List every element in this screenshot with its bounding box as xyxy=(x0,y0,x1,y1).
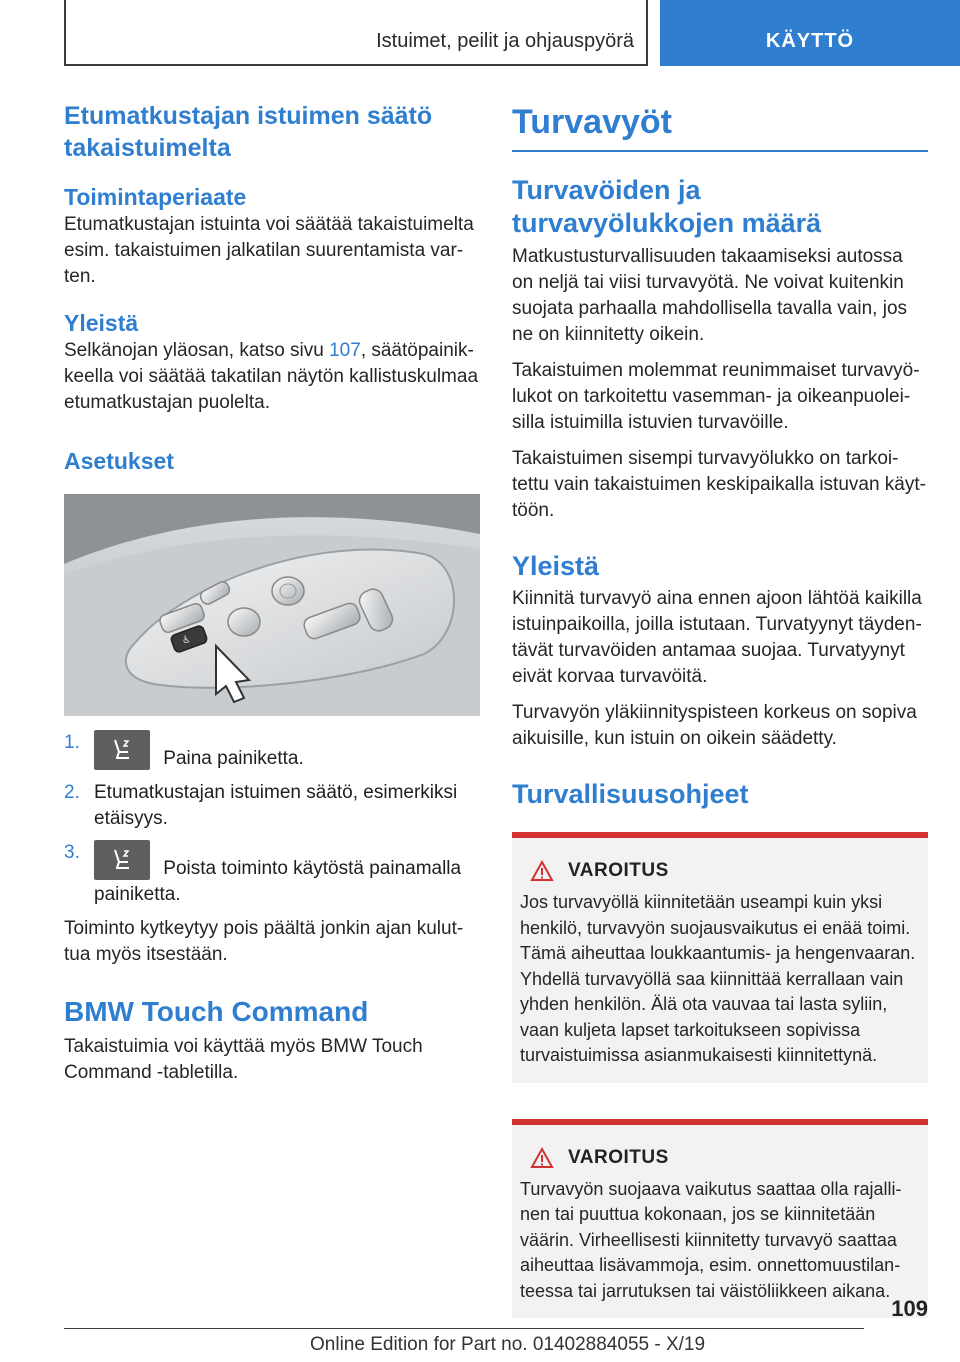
footer-divider xyxy=(64,1328,864,1329)
principle-text: Etumatkustajan istuinta voi säätää takaistuimelta esim. takaistuimen jalkatilan suurentamista varten. xyxy=(64,214,474,287)
heading-touch-command: BMW Touch Command xyxy=(64,996,369,1027)
warning-header xyxy=(520,860,920,882)
step-text: Poista toiminto käytöstä painamalla painiketta. xyxy=(94,858,462,905)
general-right-p2: Turvavyön yläkiinnityspisteen korkeus on sopiva aikuisille, kun istuin on oikein säädetty. xyxy=(512,702,917,749)
header-chapter-label: KÄYTTÖ xyxy=(765,30,855,52)
touch-command-text: Takaistuimia voi käyttää myös BMW Touch Command -tabletilla. xyxy=(64,1036,423,1083)
warning-box xyxy=(512,1119,928,1319)
seat-button-icon[interactable] xyxy=(94,840,150,880)
heading-general-left: Yleistä xyxy=(64,310,139,336)
page-link-107[interactable]: 107 xyxy=(329,340,361,361)
warning-text: Jos turvavyöllä kiinnitetään useampi kuin yksi henkilö, turvavyön suojausvaikutus ei enää toimi. Tämä aiheuttaa loukkaantumis- ja hengenvaaran. Yhdellä turvavyöllä saa kiinnittää kerrallaan vain yhden henkilön. Älä ota vauvaa tai lasta syliin, vaan kuljeta lapset tarkoitukseen sopivissa turvaistuimissa asianmukaisesti kiinnitettynä. xyxy=(520,892,916,1065)
general-right-p1: Kiinnitä turvavyö aina ennen ajoon lähtöä kaikilla istuinpaikoilla, joilla istutaan. Turvatyynyt täydentävät turvavöiden antamaa suojaa. Turvatyynyt eivät korvaa turvavöitä. xyxy=(512,588,922,687)
right-column xyxy=(512,100,928,1318)
step-number: 3. xyxy=(64,842,80,863)
step-number: 2. xyxy=(64,782,80,803)
chapter-title-seatbelts: Turvavyöt xyxy=(512,100,928,152)
header-section-title: Istuimet, peilit ja ohjauspyörä xyxy=(376,30,634,52)
heading-general-right: Yleistä xyxy=(512,551,600,581)
warning-triangle-icon xyxy=(530,1147,554,1169)
belt-count-p1: Matkustusturvallisuuden takaamiseksi autossa on neljä tai viisi turvavyötä. Ne voivat kuitenkin suojata parhaalla mahdollisella tavalla vain, jos ne on kiinnitetty oikein. xyxy=(512,246,908,345)
general-text-left: Selkänojan yläosan, katso sivu 107, säätöpainikkeella voi säätää takatilan näytön kallistuskulmaa etumatkustajan puolelta. xyxy=(64,340,479,413)
warning-label: VAROITUS xyxy=(568,860,669,881)
header-section-box xyxy=(64,0,648,66)
belt-count-p3: Takaistuimen sisempi turvavyölukko on tarkoitettu vain takaistuimen keskipaikalla istuvan käyttöön. xyxy=(512,448,926,521)
step-text: Etumatkustajan istuimen säätö, esimerkiksi etäisyys. xyxy=(94,782,458,829)
left-column xyxy=(64,100,480,1086)
seat-button-icon[interactable] xyxy=(94,730,150,770)
warning-text: Turvavyön suojaava vaikutus saattaa olla rajallinen tai puuttua kokonaan, jos se kiinnitetään väärin. Virheellisesti kiinnitetty turvavyö saattaa aiheuttaa lisävammoja, esim. onnettomuustilanteessa tai jarrutuksen tai väistöliikkeen aikana. xyxy=(520,1178,902,1301)
warning-box xyxy=(512,832,928,1083)
step-item xyxy=(64,840,480,908)
heading-belt-count: Turvavöiden ja turvavyölukkojen määrä xyxy=(512,175,822,238)
section-title-seat-adjust: Etumatkustajan istuimen säätö takaistuimelta xyxy=(64,102,433,162)
step-item xyxy=(64,730,480,772)
heading-safety: Turvallisuusohjeet xyxy=(512,779,749,809)
warning-header xyxy=(520,1147,920,1169)
heading-principle: Toimintaperiaate xyxy=(64,184,247,210)
step-text: Paina painiketta. xyxy=(158,748,304,769)
step-number: 1. xyxy=(64,732,80,753)
heading-settings: Asetukset xyxy=(64,448,174,474)
warning-triangle-icon xyxy=(530,860,554,882)
warning-label: VAROITUS xyxy=(568,1146,669,1168)
auto-off-text: Toiminto kytkeytyy pois päältä jonkin ajan kuluttua myös itsestään. xyxy=(64,918,464,965)
seat-controls-photo xyxy=(64,494,480,716)
belt-count-p2: Takaistuimen molemmat reunimmaiset turvavyölukot on tarkoitettu vasemman- ja oikeanpuoleisilla istuimilla istuvien turvavöille. xyxy=(512,360,920,433)
steps-list xyxy=(64,730,480,908)
seat-symbol-label: ♿ xyxy=(182,635,191,646)
edition-text: Online Edition for Part no. 01402884055 - X/19 xyxy=(310,1334,706,1355)
seat-controls-illustration xyxy=(64,494,480,716)
step-item xyxy=(64,780,480,832)
page-number: 109 xyxy=(891,1296,928,1321)
header-chapter-tab[interactable] xyxy=(660,0,960,66)
